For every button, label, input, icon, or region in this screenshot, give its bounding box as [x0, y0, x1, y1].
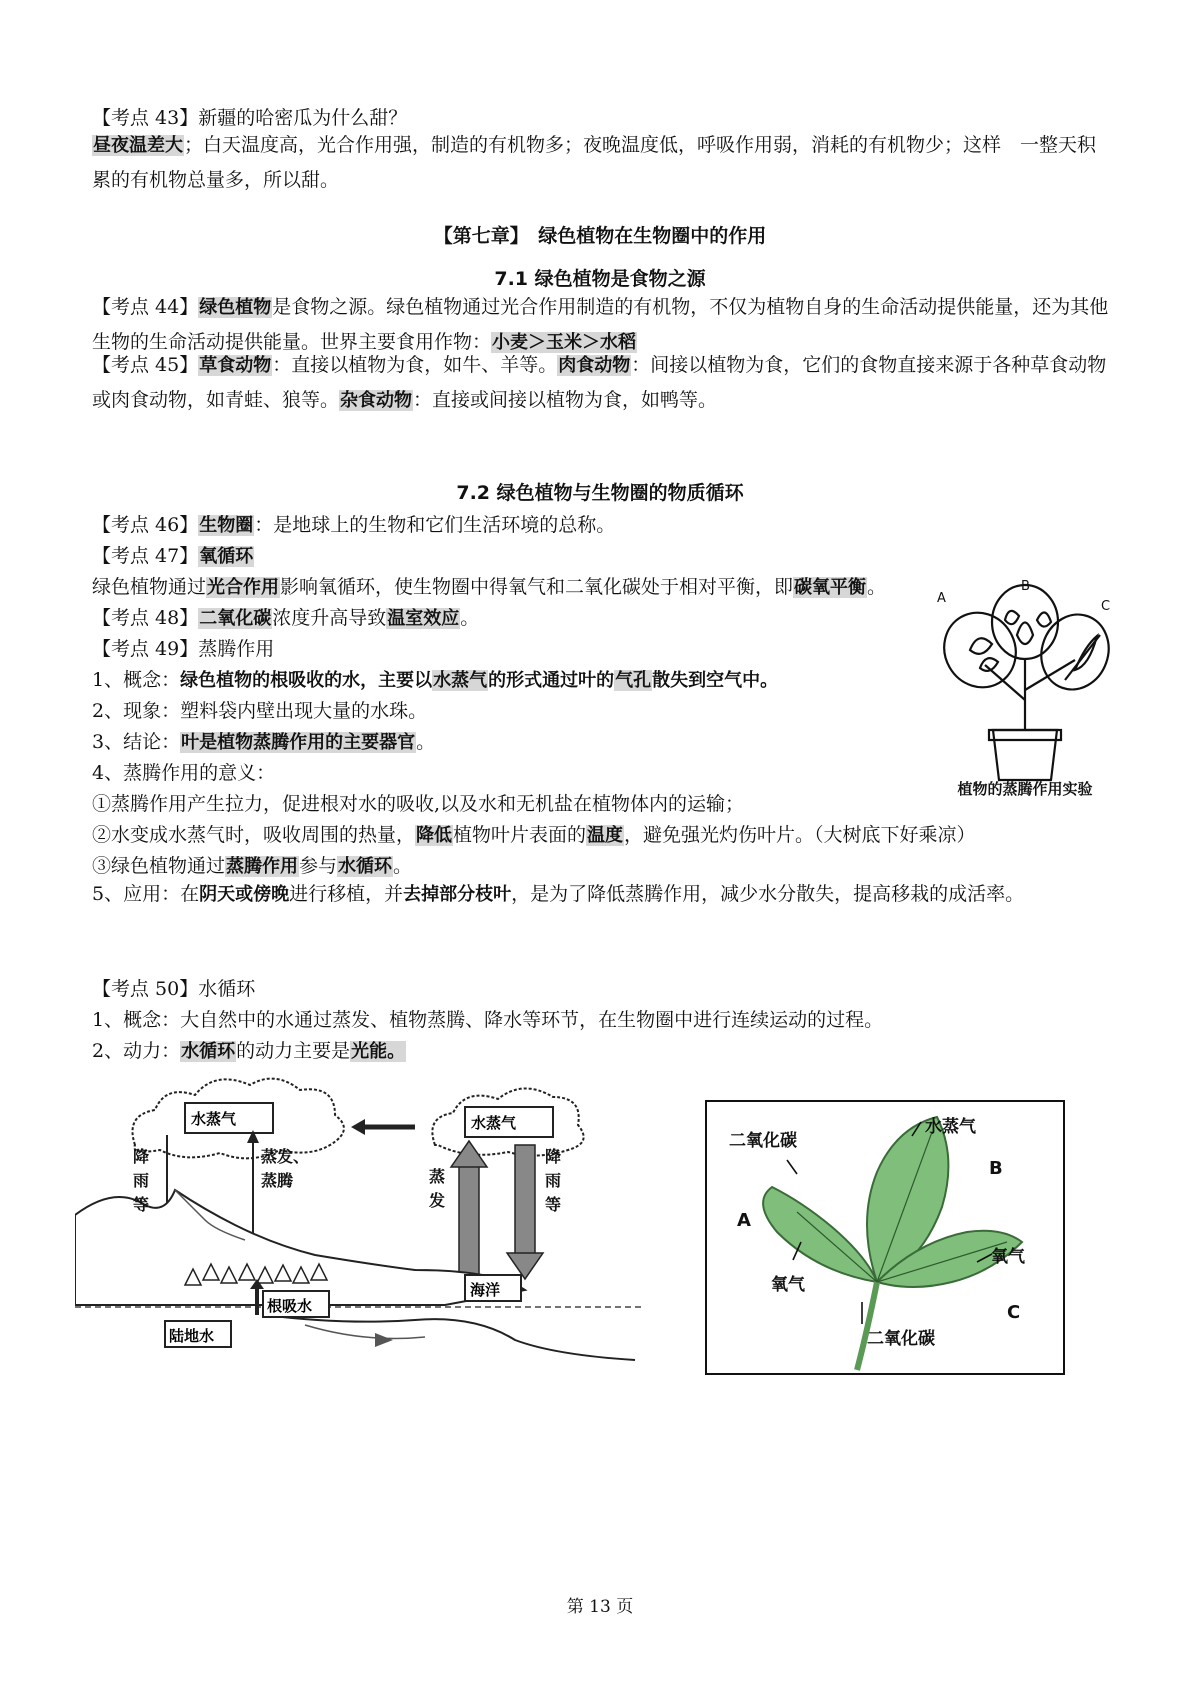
wc-root: 根吸水 [267, 1297, 313, 1315]
kd50-power-highlight-2: 光能。 [351, 1041, 406, 1062]
kd47-highlight: 氧循环 [199, 546, 254, 567]
fig-label-c: C [1101, 599, 1111, 614]
leaf-label-a: A [737, 1210, 751, 1231]
kd47-text-3: 。 [867, 576, 887, 598]
water-cycle-diagram [75, 1075, 645, 1365]
kd45-text-1: ：直接以植物为食，如牛、羊等。 [272, 354, 558, 376]
kd45-paragraph [92, 348, 1112, 418]
kd45-label: 【考点 45】 [92, 354, 199, 376]
kd50-concept: 1、概念：大自然中的水通过蒸发、植物蒸腾、降水等环节，在生物圈中进行连续运动的过程。 [92, 1009, 884, 1031]
kd48-highlight-1: 二氧化碳 [199, 608, 272, 629]
kd44-highlight-2: 小麦＞玉米＞水稻 [492, 332, 637, 353]
kd47-heading [92, 541, 1112, 572]
kd50-heading: 【考点 50】水循环 [92, 978, 256, 1000]
kd47-text-2: 影响氧循环，使生物圈中得氧气和二氧化碳处于相对平衡，即 [280, 576, 794, 598]
kd49-meaning-3-highlight-1: 蒸腾作用 [226, 856, 299, 877]
kd44-highlight-1: 绿色植物 [199, 297, 272, 318]
kd43-body [92, 128, 1112, 198]
kd43-heading: 【考点 43】新疆的哈密瓜为什么甜？ [92, 107, 408, 129]
wc-evap-left: 蒸发、蒸腾 [261, 1147, 310, 1190]
kd49-meaning-2-highlight-2: 温度 [587, 825, 624, 846]
kd49-meaning-2-highlight-1: 降低 [416, 825, 453, 846]
kd44-text: 是食物之源。绿色植物通过光合作用制造的有机物，不仅为植物自身的生命活动提供能量，还为其他生物的生命活动提供能量。世界主要食用作物： [92, 296, 1109, 353]
wc-vapor-right: 水蒸气 [471, 1114, 517, 1132]
kd49-concept-bold-3: 散失到空气中。 [652, 670, 779, 691]
kd47-text-1: 绿色植物通过 [92, 576, 207, 598]
kd49-concept-bold-1: 绿色植物的根吸收的水，主要以 [180, 670, 433, 691]
kd45-highlight-2: 肉食动物 [558, 355, 631, 376]
leaf-label-b: B [989, 1158, 1003, 1179]
wc-rain-left: 降雨等 [133, 1147, 150, 1214]
transpiration-figure-caption: 植物的蒸腾作用实验 [957, 780, 1093, 798]
leaf-gas-exchange-diagram [705, 1100, 1065, 1375]
kd47-highlight-3: 碳氧平衡 [794, 577, 867, 598]
kd49-concept-bold-2: 的形式通过叶的 [488, 670, 615, 691]
kd50-power [92, 1036, 1112, 1067]
wc-vapor-left: 水蒸气 [191, 1110, 237, 1128]
kd50-power-text-b: 的动力主要是 [236, 1040, 351, 1062]
kd47-highlight-2: 光合作用 [207, 577, 280, 598]
kd49-meaning-2-text-c: ，避免强光灼伤叶片。（大树底下好乘凉） [624, 824, 976, 846]
kd49-meaning-heading: 4、蒸腾作用的意义： [92, 762, 276, 784]
kd49-conclusion-highlight: 叶是植物蒸腾作用的主要器官 [181, 732, 416, 753]
leaf-o2-left: 氧气 [771, 1275, 805, 1295]
kd46-highlight: 生物圈 [199, 515, 254, 536]
kd49-meaning-3-highlight-2: 水循环 [338, 856, 393, 877]
kd49-concept-label: 1、概念： [92, 669, 181, 691]
section-7-2-title: 7.2 绿色植物与生物圈的物质循环 [456, 482, 744, 504]
kd47-label: 【考点 47】 [92, 545, 199, 567]
kd43-text: ；白天温度高，光合作用强，制造的有机物多；夜晚温度低，呼吸作用弱，消耗的有机物少；这样 一整天积累的有机物总量多，所以甜。 [92, 134, 1097, 191]
wc-evap-right: 蒸发 [429, 1167, 446, 1210]
kd49-application-text-c: ，是为了降低蒸腾作用，减少水分散失，提高移栽的成活率。 [511, 883, 1025, 905]
kd49-meaning-2-text-b: 植物叶片表面的 [453, 824, 587, 846]
kd49-application-bold-1: 阴天或傍晚 [199, 884, 290, 905]
leaf-co2-bottom: 二氧化碳 [867, 1329, 935, 1349]
kd43-highlight: 昼夜温差大 [93, 135, 183, 156]
kd45-text-3: ：直接或间接以植物为食，如鸭等。 [413, 389, 718, 411]
kd44-label: 【考点 44】 [92, 296, 199, 318]
transpiration-experiment-figure [925, 580, 1125, 800]
kd49-application [92, 877, 1112, 912]
leaf-vapor: 水蒸气 [925, 1117, 976, 1137]
leaf-label-c: C [1007, 1302, 1021, 1323]
kd49-conclusion-end: 。 [416, 731, 436, 753]
kd49-meaning-3-text-a: ③绿色植物通过 [92, 855, 226, 877]
kd50-power-text-a: 2、动力： [92, 1040, 181, 1062]
kd49-conclusion-label: 3、结论： [92, 731, 181, 753]
fig-label-a: A [937, 591, 946, 606]
kd45-highlight-1: 草食动物 [199, 355, 272, 376]
kd50-power-highlight-1: 水循环 [181, 1041, 236, 1062]
kd48-text-2: 。 [460, 607, 480, 629]
transpiration-plant-drawing [925, 580, 1125, 800]
kd48-label: 【考点 48】 [92, 607, 199, 629]
kd49-meaning-1: ①蒸腾作用产生拉力，促进根对水的吸收,以及水和无机盐在植物体内的运输； [92, 793, 745, 815]
kd48-highlight-2: 温室效应 [387, 608, 460, 629]
kd49-concept-highlight-2: 气孔 [615, 670, 652, 691]
wc-rain-right: 降雨等 [545, 1147, 562, 1214]
chapter-title: 【第七章】 绿色植物在生物圈中的作用 [433, 225, 767, 247]
section-7-1-title: 7.1 绿色植物是食物之源 [494, 268, 706, 290]
kd46-label: 【考点 46】 [92, 514, 199, 536]
kd46-line [92, 510, 1112, 541]
fig-label-b: B [1021, 580, 1030, 594]
kd49-application-text-b: 进行移植，并 [289, 883, 404, 905]
kd49-application-bold-2: 去掉部分枝叶 [403, 884, 512, 905]
leaf-o2-right: 氧气 [991, 1247, 1025, 1267]
kd49-application-text-a: 5、应用：在 [92, 883, 200, 905]
leaf-co2-top: 二氧化碳 [729, 1131, 797, 1151]
kd45-highlight-3: 杂食动物 [340, 390, 413, 411]
page-number: 第 13 页 [566, 1597, 634, 1617]
kd46-text: ：是地球上的生物和它们生活环境的总称。 [254, 514, 616, 536]
water-cycle-drawing [75, 1075, 645, 1365]
kd48-text-1: 浓度升高导致 [272, 607, 387, 629]
wc-ocean: 海洋 [470, 1281, 501, 1299]
kd49-heading: 【考点 49】蒸腾作用 [92, 638, 275, 660]
kd49-meaning-3-text-c: 。 [393, 855, 413, 877]
wc-groundwater: 陆地水 [169, 1327, 215, 1345]
kd49-meaning-2 [92, 820, 1112, 851]
kd49-meaning-2-text-a: ②水变成水蒸气时，吸收周围的热量， [92, 824, 416, 846]
kd45-text-2: ：间接以植物为食，它们的食物直接来源于各种草食动物或肉食动物，如青蛙、狼等。 [92, 354, 1107, 411]
kd49-phenomenon: 2、现象：塑料袋内壁出现大量的水珠。 [92, 700, 428, 722]
kd49-concept-highlight-1: 水蒸气 [433, 670, 488, 691]
kd49-meaning-3-text-b: 参与 [299, 855, 338, 877]
